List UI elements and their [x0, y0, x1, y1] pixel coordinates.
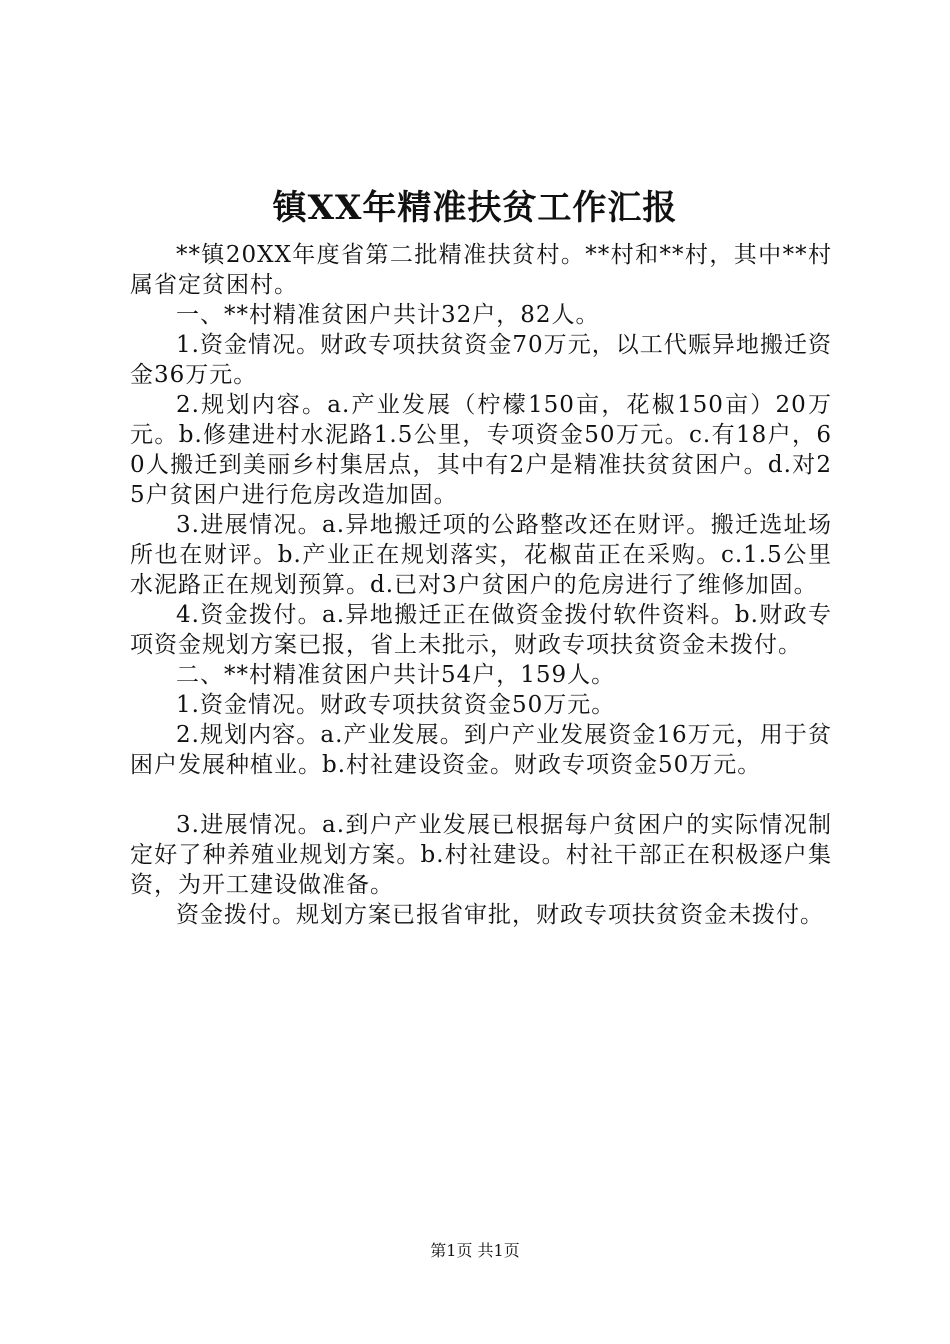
page-number-footer: 第1页 共1页 — [430, 1241, 520, 1260]
paragraph-section-1-progress: 3.进展情况。a.异地搬迁项的公路整改还在财评。搬迁选址场所也在财评。b.产业正在规划落实，花椒苗正在采购。c.1.5公里水泥路正在规划预算。d.已对3户贫困户的危房进行了维修加固。 — [130, 512, 832, 598]
paragraph-section-1-plan: 2.规划内容。a.产业发展（柠檬150亩，花椒150亩）20万元。b.修建进村水泥路1.5公里，专项资金50万元。c.有18户，60人搬迁到美丽乡村集居点，其中有2户是精准扶贫贫困户。d.对25户贫困户进行危房改造加固。 — [130, 392, 832, 508]
paragraph-section-2-plan: 2.规划内容。a.产业发展。到户产业发展资金16万元，用于贫困户发展种植业。b.村社建设资金。财政专项资金50万元。 — [130, 722, 832, 778]
paragraph-section-2-progress: 3.进展情况。a.到户产业发展已根据每户贫困户的实际情况制定好了种养殖业规划方案。b.村社建设。村社干部正在积极逐户集资，为开工建设做准备。 — [130, 812, 832, 898]
paragraph-intro: **镇20XX年度省第二批精准扶贫村。**村和**村，其中**村属省定贫困村。 — [130, 242, 832, 298]
document-title: 镇XX年精准扶贫工作汇报 — [272, 188, 678, 228]
paragraph-section-1-funds: 1.资金情况。财政专项扶贫资金70万元，以工代赈异地搬迁资金36万元。 — [130, 332, 832, 388]
paragraph-section-2-disbursement: 资金拨付。规划方案已报省审批，财政专项扶贫资金未拨付。 — [176, 902, 824, 928]
paragraph-section-2-heading: 二、**村精准贫困户共计54户，159人。 — [176, 662, 616, 688]
paragraph-section-1-disbursement: 4.资金拨付。a.异地搬迁正在做资金拨付软件资料。b.财政专项资金规划方案已报，省上未批示，财政专项扶贫资金未拨付。 — [130, 602, 832, 658]
paragraph-section-2-funds: 1.资金情况。财政专项扶贫资金50万元。 — [176, 692, 616, 718]
document-body — [130, 240, 832, 930]
paragraph-section-1-heading: 一、**村精准贫困户共计32户，82人。 — [176, 302, 600, 328]
